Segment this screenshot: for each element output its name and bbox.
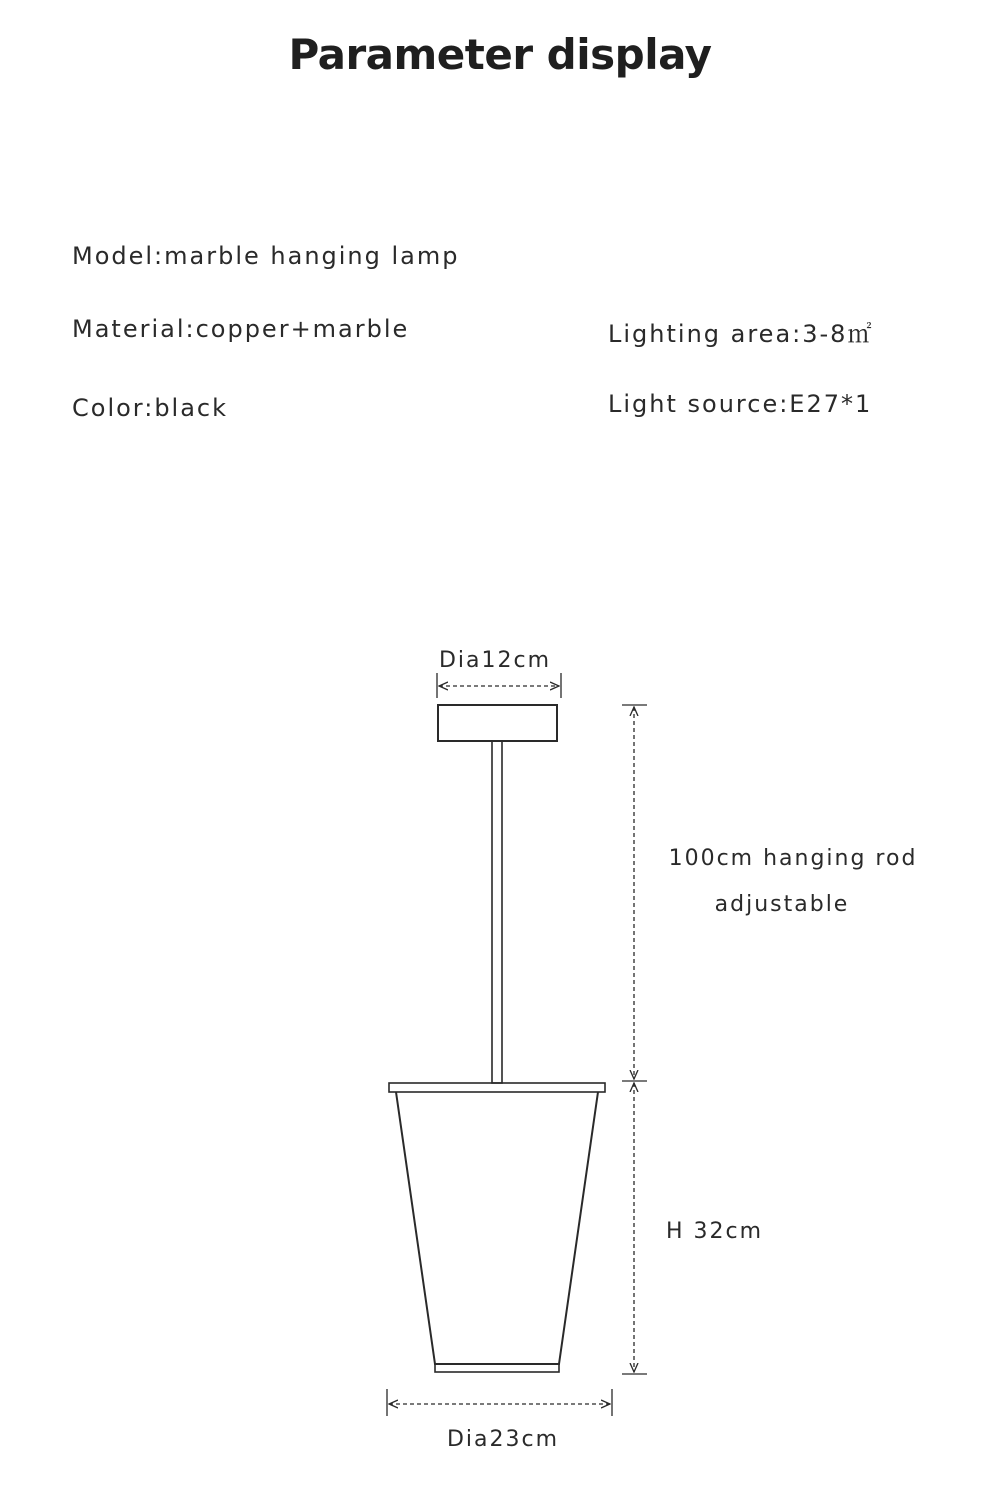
top-diameter-dimension xyxy=(437,648,561,698)
lighting-area-spec: Lighting area:3-8㎡ xyxy=(608,320,874,348)
shade-top-rim xyxy=(389,1083,605,1092)
ceiling-canopy xyxy=(438,705,557,741)
color-spec: Color:black xyxy=(72,394,229,422)
hanging-rod xyxy=(492,741,502,1083)
shade-bottom-rim xyxy=(435,1364,559,1372)
top-diameter-label: Dia12cm xyxy=(438,648,552,673)
light-source-spec: Light source:E27*1 xyxy=(608,390,873,418)
model-spec: Model:marble hanging lamp xyxy=(72,242,460,270)
rod-length-dimension xyxy=(622,705,917,1081)
shade-height-label: H 32cm xyxy=(666,1219,764,1244)
page-title: Parameter display xyxy=(288,30,712,79)
bottom-diameter-dimension xyxy=(387,1389,612,1452)
bottom-diameter-label: Dia23cm xyxy=(446,1427,560,1452)
rod-length-label: 100cm hanging rod xyxy=(668,846,918,871)
material-spec: Material:copper+marble xyxy=(72,315,410,343)
lamp-shade xyxy=(396,1092,598,1364)
rod-adjustable-label: adjustable xyxy=(714,892,850,917)
lamp-outline xyxy=(389,705,605,1372)
shade-height-dimension xyxy=(622,1083,763,1374)
